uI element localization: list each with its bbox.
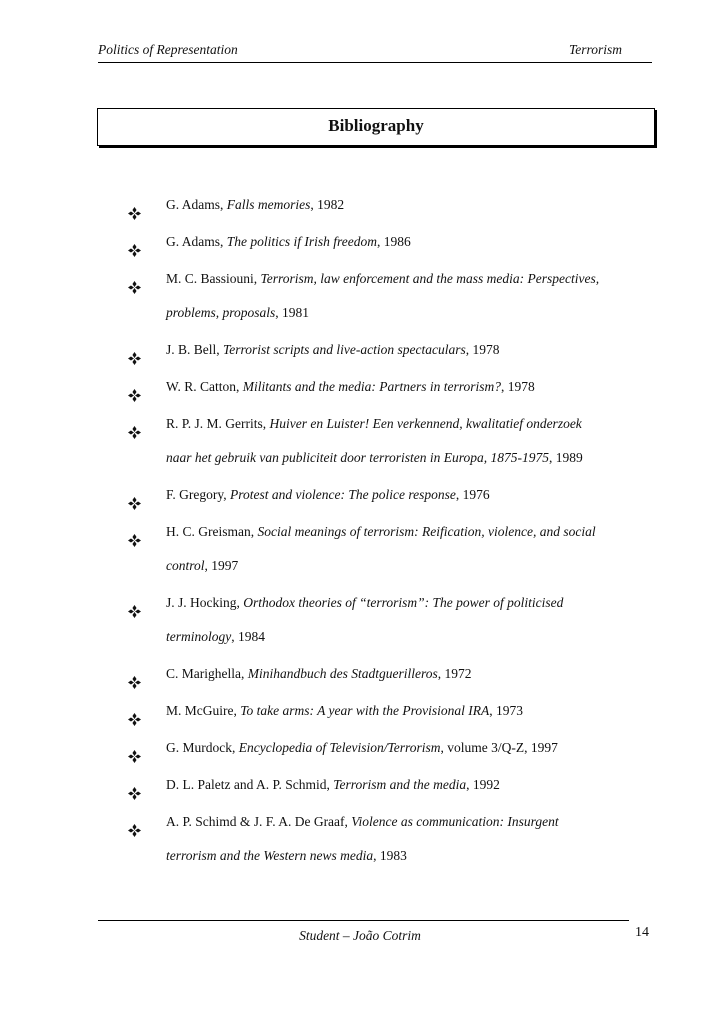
- four-diamond-bullet-icon: [128, 816, 141, 829]
- four-diamond-bullet-icon: [128, 418, 141, 431]
- four-diamond-bullet-icon: [128, 236, 141, 249]
- entry-details: , 1989: [548, 450, 583, 465]
- footer-author: Student – João Cotrim: [299, 928, 421, 943]
- entry-title: Orthodox theories of “terrorism”: The power of politicised: [243, 595, 564, 610]
- bibliography-entry: [128, 232, 648, 252]
- entry-details: , volume 3/Q-Z, 1997: [440, 740, 558, 755]
- entry-title: Falls memories: [226, 197, 311, 212]
- entry-title: The politics if Irish freedom: [226, 234, 377, 249]
- entry-details: , 1992: [466, 777, 500, 792]
- bibliography-entry: [128, 414, 648, 468]
- entry-title: Terrorism and the media: [333, 777, 467, 792]
- four-diamond-bullet-icon: [128, 273, 141, 286]
- page-number: 14: [635, 925, 649, 940]
- bibliography-entry: [128, 522, 648, 576]
- bibliography-entry: [128, 812, 648, 866]
- section-title: Bibliography: [328, 116, 424, 135]
- entry-title: Protest and violence: The police response: [230, 487, 456, 502]
- bibliography-list: [128, 195, 648, 883]
- entry-details: , 1997: [204, 558, 239, 573]
- bibliography-entry: [128, 377, 648, 397]
- bibliography-entry: [128, 195, 648, 215]
- entry-title: Huiver en Luister! Een verkennend, kwalitatief onderzoek: [269, 416, 582, 431]
- entry-author: M. C. Bassiouni,: [166, 271, 261, 286]
- header-right: Terrorism: [568, 42, 622, 57]
- four-diamond-bullet-icon: [128, 597, 141, 610]
- entry-title: To take arms: A year with the Provisional IRA: [240, 703, 490, 718]
- bibliography-entry: [128, 701, 648, 721]
- page-footer: [0, 928, 728, 944]
- entry-details: , 1976: [455, 487, 490, 502]
- entry-details: , 1978: [501, 379, 535, 394]
- entry-title: Encyclopedia of Television/Terrorism: [238, 740, 441, 755]
- entry-title: Violence as communication: Insurgent: [351, 814, 559, 829]
- footer-rule: [98, 920, 629, 921]
- bibliography-entry: [128, 269, 648, 323]
- four-diamond-bullet-icon: [128, 742, 141, 755]
- entry-title-continued: control: [166, 558, 205, 573]
- entry-details: , 1984: [231, 629, 265, 644]
- entry-author: R. P. J. M. Gerrits,: [166, 416, 270, 431]
- entry-author: F. Gregory,: [166, 487, 231, 502]
- entry-title: Minihandbuch des Stadtguerilleros: [247, 666, 438, 681]
- four-diamond-bullet-icon: [128, 489, 141, 502]
- entry-author: D. L. Paletz and A. P. Schmid,: [166, 777, 334, 792]
- entry-author: H. C. Greisman,: [166, 524, 258, 539]
- four-diamond-bullet-icon: [128, 344, 141, 357]
- entry-author: J. B. Bell,: [166, 342, 224, 357]
- entry-title: Terrorist scripts and live-action spectaculars: [223, 342, 466, 357]
- entry-author: M. McGuire,: [166, 703, 241, 718]
- entry-author: A. P. Schimd & J. F. A. De Graaf,: [166, 814, 352, 829]
- bibliography-entry: [128, 593, 648, 647]
- section-title-box: [97, 108, 655, 146]
- entry-title-continued: terminology: [166, 629, 232, 644]
- bibliography-entry: [128, 485, 648, 505]
- four-diamond-bullet-icon: [128, 779, 141, 792]
- entry-author: J. J. Hocking,: [166, 595, 244, 610]
- page-header: [98, 40, 652, 63]
- bibliography-entry: [128, 340, 648, 360]
- entry-title-continued: problems, proposals: [166, 305, 276, 320]
- entry-author: G. Adams,: [166, 234, 227, 249]
- entry-details: , 1986: [377, 234, 411, 249]
- header-left: Politics of Representation: [98, 42, 238, 57]
- bibliography-entry: [128, 664, 648, 684]
- bibliography-entry: [128, 775, 648, 795]
- entry-details: , 1983: [373, 848, 407, 863]
- entry-details: , 1973: [489, 703, 523, 718]
- four-diamond-bullet-icon: [128, 668, 141, 681]
- entry-author: W. R. Catton,: [166, 379, 243, 394]
- entry-author: C. Marighella,: [166, 666, 248, 681]
- entry-details: , 1978: [465, 342, 500, 357]
- bibliography-entry: [128, 738, 648, 758]
- entry-details: , 1972: [437, 666, 472, 681]
- entry-title-continued: terrorism and the Western news media: [166, 848, 374, 863]
- entry-title: Militants and the media: Partners in terrorism?: [242, 379, 502, 394]
- entry-title-continued: naar het gebruik van publiciteit door terroristen in Europa, 1875-1975: [166, 450, 549, 465]
- entry-author: G. Murdock,: [166, 740, 239, 755]
- four-diamond-bullet-icon: [128, 705, 141, 718]
- entry-title: Social meanings of terrorism: Reification, violence, and social: [257, 524, 596, 539]
- entry-details: , 1982: [310, 197, 345, 212]
- entry-author: G. Adams,: [166, 197, 227, 212]
- four-diamond-bullet-icon: [128, 199, 141, 212]
- entry-details: , 1981: [275, 305, 310, 320]
- four-diamond-bullet-icon: [128, 381, 141, 394]
- four-diamond-bullet-icon: [128, 526, 141, 539]
- entry-title: Terrorism, law enforcement and the mass media: Perspectives,: [260, 271, 600, 286]
